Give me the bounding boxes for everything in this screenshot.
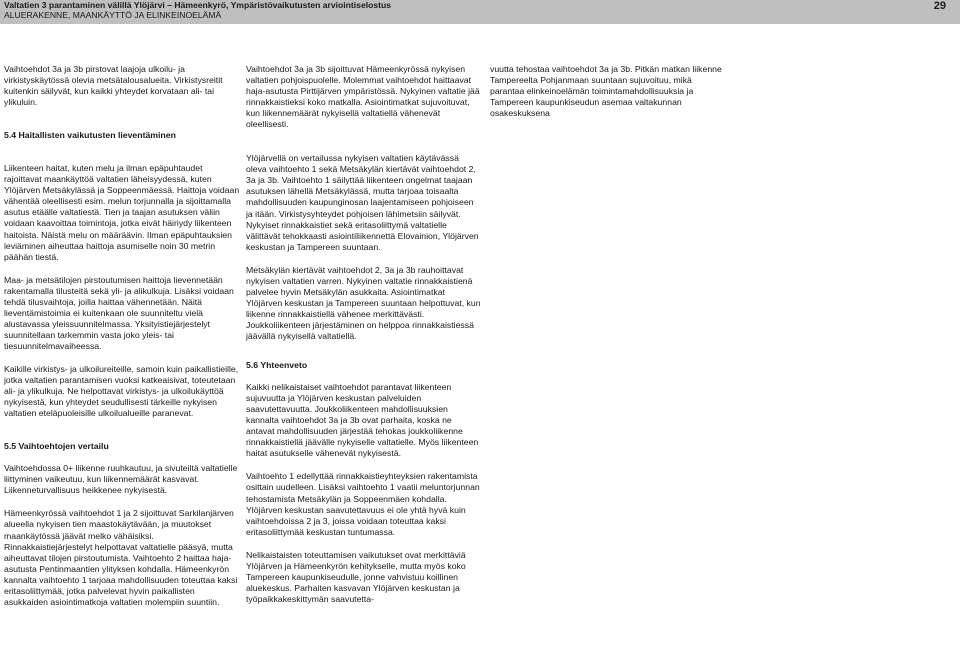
paragraph: vuutta tehostaa vaihtoehdot 3a ja 3b. Pitkän matkan liikenne Tampereelta Pohjanmaan suuntaan sujuvoituu, mikä parantaa elinkeinoelämän toimintamahdollisuuksia ja Tampereen kaupunkiseudun asemaa valtakunnan osakeskuksena: [490, 64, 722, 119]
section-heading-5-6: 5.6 Yhteenveto: [246, 360, 308, 371]
paragraph: Metsäkylän kiertävät vaihtoehdot 2, 3a ja 3b rauhoittavat nykyisen valtatien varren. Nykyinen valtatie rinnakkaistienä palvelee hyvin Metsäkylän asukkaita. Asiointimatkat Ylöjärven keskustan ja Tampereen suuntaan helpottuvat, kun liikenne rinnakkaistiellä vähenee merkittävästi. Joukkoliikenteen järjestäminen on helppoa rinnakkaistiessä jäävällä nykyisellä valtatiellä.: [246, 264, 481, 341]
document-title: Valtatien 3 parantaminen välillä Ylöjärvi – Hämeenkyrö, Ympäristövaikutusten arviointiselostus: [4, 0, 392, 10]
paragraph: Vaihtoehto 1 edellyttää rinnakkaistieyhteyksien rakentamista osittain uudelleen. Lisäksi vaihtoehto 1 vaatii meluntorjunnan tehostamista Metsäkylän ja Soppeenmäen kohdalla. Ylöjärven keskustan saavutettavuus ei ole yhtä hyvä kuin vaihtoehdoissa 2 ja 3, joissa voidaan toteuttaa kaksi eritasoliittymää keskustan tuntumassa.: [246, 471, 480, 537]
chapter-title: ALUERAKENNE, MAANKÄYTTÖ JA ELINKEINOELÄMÄ: [4, 10, 222, 20]
paragraph: Maa- ja metsätilojen pirstoutumisen haittoja lievennetään rakentamalla tilusteitä sekä yli- ja alikulkuja. Lisäksi voidaan tehdä tilusvaihtoja, joilla haittaa vähennetään. Näitä lieventämistoimia ei kuitenkaan ole suunniteltu vielä alustavassa yleissuunnitelmassa. Yksityistiejärjestelyt suunnitellaan tarkemmin vasta joko yleis- tai tiesuunnitelmavaiheessa.: [4, 274, 234, 351]
section-heading-5-4: 5.4 Haitallisten vaikutusten lieventäminen: [4, 130, 176, 141]
text-column-right: [490, 64, 726, 119]
paragraph: Kaikki nelikaistaiset vaihtoehdot parantavat liikenteen sujuvuutta ja Ylöjärven keskustan palveluiden saavutettavuutta. Joukkoliikenteen mahdollisuuksien kannalta vaihtoehdot 3a ja 3b ovat parhaita, koska ne antavat mahdollisuuden järjestää tehokas joukkoliikenne rinnakkaistiellä jäävälle nykyiselle valtatielle. Myös liikenteen haitat asutukselle vähenevät nykyisestä.: [246, 382, 479, 459]
paragraph: Liikenteen haitat, kuten melu ja ilman epäpuhtaudet rajoittavat maankäyttöä valtatien läheisyydessä, kuten Ylöjärven Metsäkylässä ja Soppeenmäessä. Haittoja voidaan vähentää oleellisesti esim. melun torjunnalla ja sijoittamalla asutus etäälle valtatiestä. Tien ja taajan asutuksen väliin voidaan kaavoittaa toimintoja, jotka eivät häiriydy liikenteen haitoista. Näistä melu on määräävin. Ilman epäpuhtauksien leviäminen aiheuttaa haittoja asumiselle noin 30 metrin päähän tiestä.: [4, 163, 240, 262]
text-column-middle: [246, 64, 481, 605]
paragraph: Vaihtoehdot 3a ja 3b sijoittuvat Hämeenkyrössä nykyisen valtatien pohjoispuolelle. Molemmat vaihtoehdot haittaavat haja-asutusta Pirttijärven ympäristössä. Nykyinen valtatie jää rinnakkaistieksi koko matkalla. Asiointimatkat sujuvoituvat, kun liikennemäärät nykyisellä valtatiellä vähenevät oleellisesti.: [246, 64, 480, 130]
paragraph: Vaihtoehdot 3a ja 3b pirstovat laajoja ulkoilu- ja virkistyskäytössä olevia metsätalousalueita. Virkistysreitit kuitenkin säilyvät, kun kaikki yhteydet korvataan ali- tai ylikuluin.: [4, 64, 223, 108]
paragraph: Vaihtoehdossa 0+ liikenne ruuhkautuu, ja sivuteiltä valtatielle liittyminen vaikeutuu, kun liikennemäärät kasvavat. Liikenneturvallisuus heikkenee nykyisestä.: [4, 463, 238, 496]
section-heading-5-5: 5.5 Vaihtoehtojen vertailu: [4, 441, 109, 452]
paragraph: Kaikille virkistys- ja ulkoilureiteille, samoin kuin paikallistieille, jotka valtatien parantamisen vuoksi katkeaisivat, toteutetaan ali- ja ylikulkuja. Ne helpottavat virkistys- ja ulkoilukäyttöä nykyisestä, kun yhteydet seudullisesti tärkeille nykyisen valtatien eteläpuoleisille ulkoilualueille paranevat.: [4, 363, 239, 419]
text-column-left: [4, 64, 241, 608]
paragraph: Nelikaistaisten toteuttamisen vaikutukset ovat merkittäviä Ylöjärven ja Hämeenkyrön kehitykselle, mutta myös koko Tampereen kaupunkiseudulle, jonne vahvistuu koillinen aluekeskus. Parhaiten kasvavan Ylöjärven keskustan ja työpaikkakeskittymän saavutetta-: [246, 549, 466, 604]
paragraph: Hämeenkyrössä vaihtoehdot 1 ja 2 sijoittuvat Sarkilanjärven alueella nykyisen tien maastokäytävään, ja muutokset maankäytössä jäävät melko vähäisiksi. Rinnakkaistiejärjestelyt helpottavat valtatielle pääsyä, mutta aiheuttavat tilojen pirstoutumista. Vaihtoehto 2 haittaa haja-asutusta Pentinmaantien ylityksen kohdalla. Hämeenkyrön kannalta vaihtoehto 1 tarjoaa mahdollisuuden toteuttaa kaksi eritasoliittymää, jotka palvelevat hyvin paikallisten asukkaiden asiointimatkoja valtatien molempiin suuntiin.: [4, 508, 238, 607]
page-header: [0, 0, 960, 24]
page-number: 29: [933, 0, 946, 12]
paragraph: Ylöjärvellä on vertailussa nykyisen valtatien käytävässä oleva vaihtoehto 1 sekä Metsäkylän kiertävät vaihtoehdot 2, 3a ja 3b. Vaihtoehto 1 säilyttää liikenteen ongelmat taajaan asutuksen lähellä Metsäkylässä, mutta tarjoaa toisaalta mahdollisuuden kaupunginosan laajentamiseen pohjoiseen ja itään. Virkistysyhteydet pohjoisen lähimetsiin säilyvät. Nykyiset rinnakkaistiet sekä eritasoliittymä valtatielle välittävät tehokkaasti asiointiliikennettä Elovainion, Ylöjärven keskustan ja Tampereen suuntaan.: [246, 153, 479, 252]
